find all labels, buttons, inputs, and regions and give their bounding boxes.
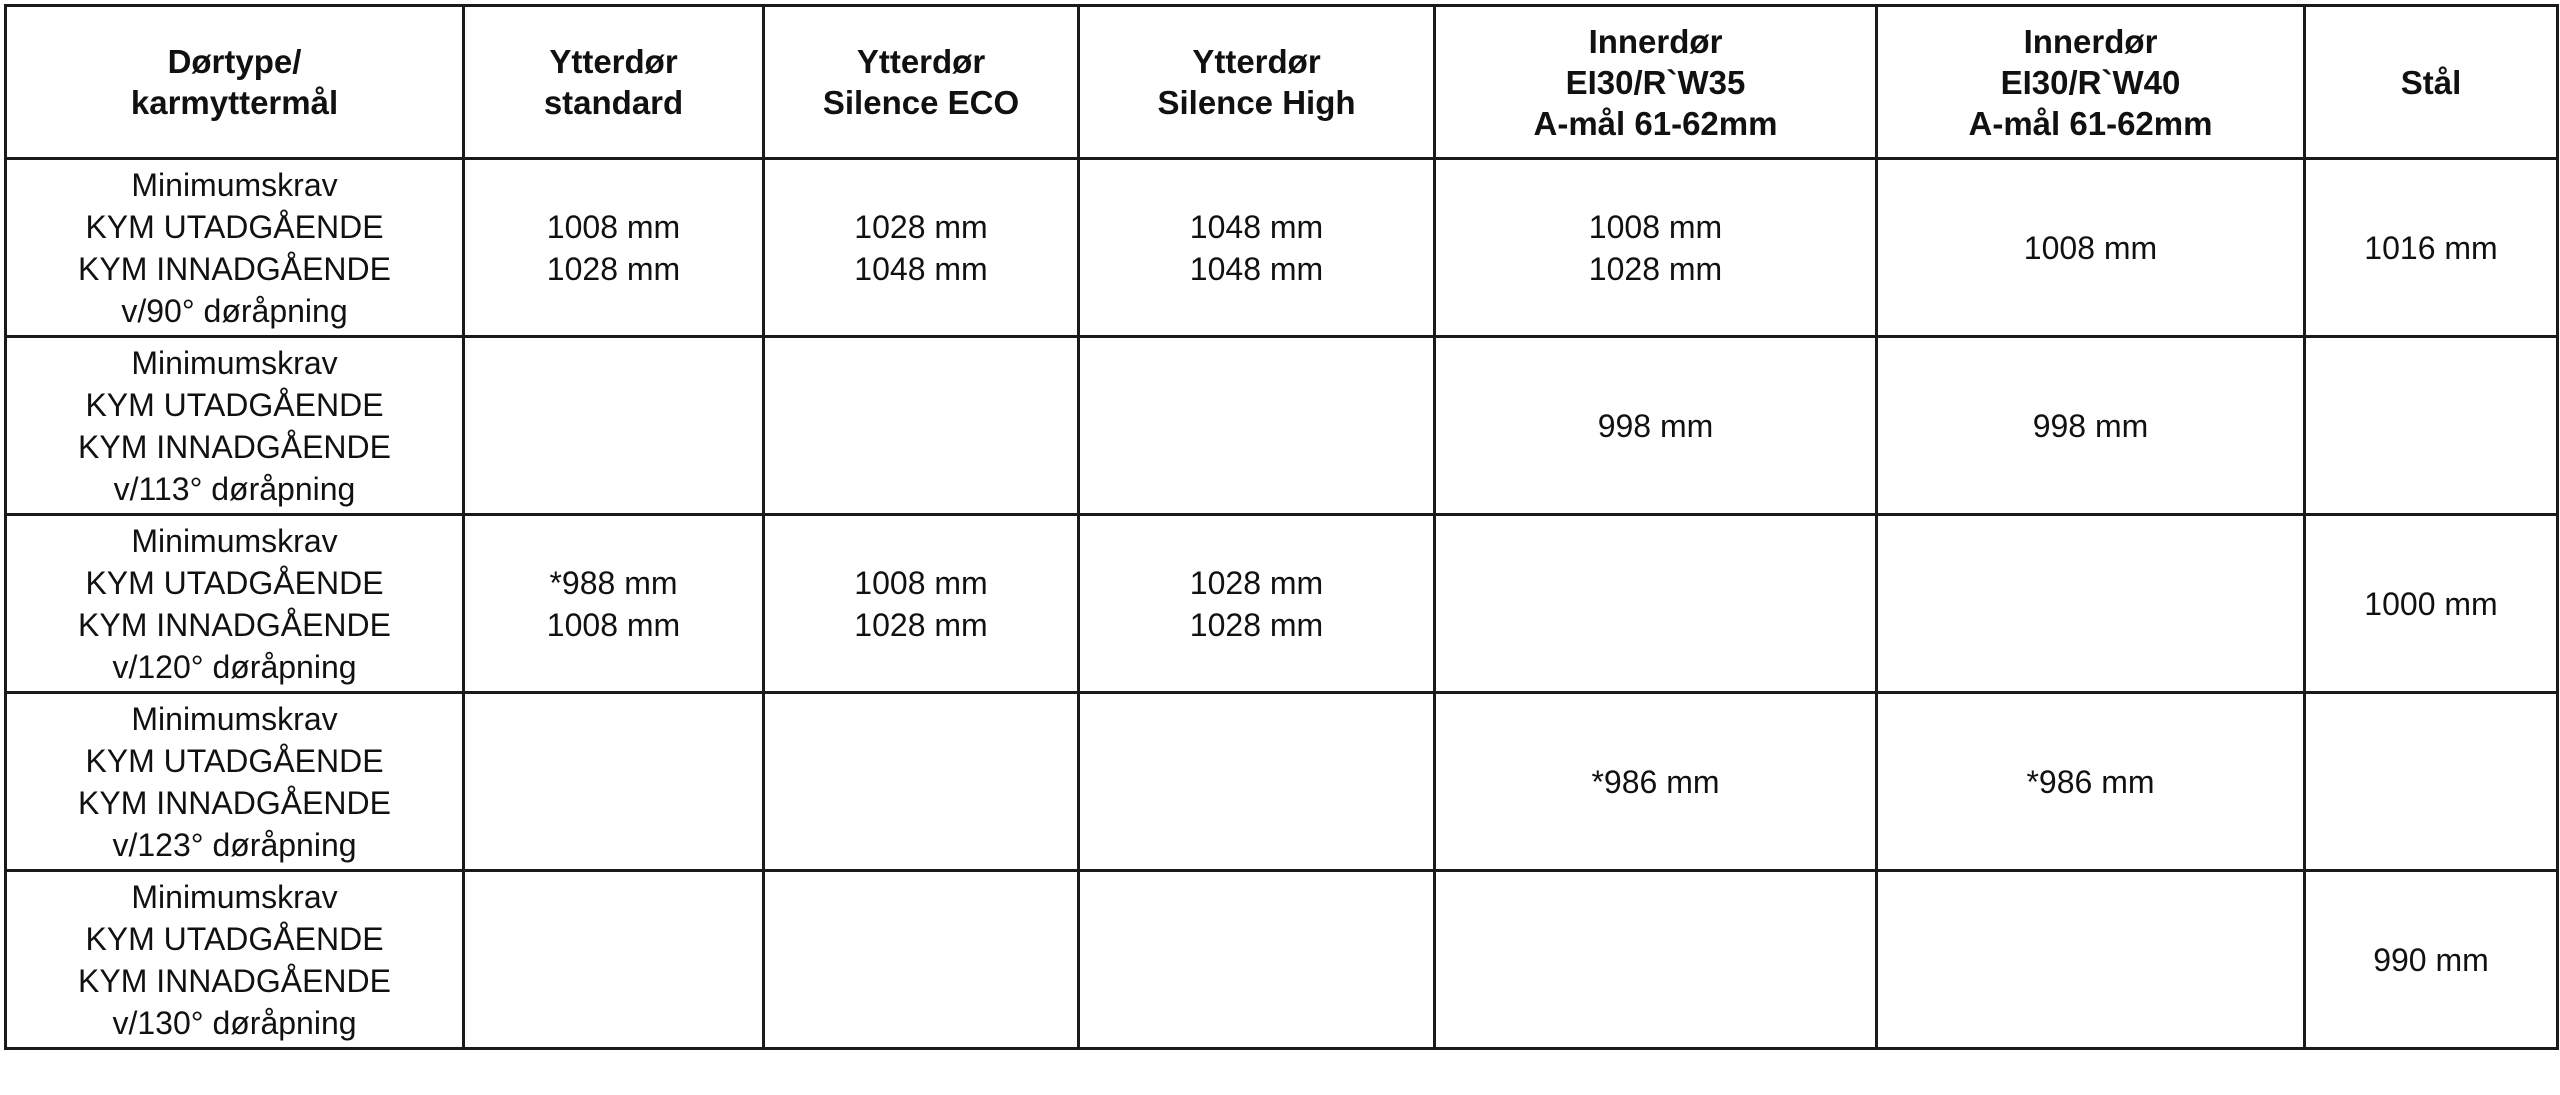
header-line: karmyttermål [130,84,339,121]
value-cell [2305,337,2558,515]
value-cell [1877,871,2305,1049]
door-spec-table [4,4,2559,1050]
header-line: Innerdør [2023,22,2158,60]
row-label-cell [6,159,464,337]
value-cell [464,159,764,337]
value-line: 1028 mm [1588,250,1723,287]
header-line: Silence ECO [822,84,1020,121]
row-label-line: Minimumskrav [131,344,338,381]
row-label-line: Minimumskrav [131,878,338,915]
header-lines [771,41,1071,123]
value-lines [1442,405,1869,447]
value-cell [1079,693,1435,871]
value-line: 998 mm [1597,407,1714,444]
table-row [6,337,2558,515]
value-lines [471,562,756,646]
value-cell [1877,159,2305,337]
header-line: Ytterdør [549,43,678,80]
value-lines [471,206,756,290]
value-line: 1008 mm [854,564,988,601]
value-cell [2305,515,2558,693]
row-label-line: KYM UTADGÅENDE [85,564,384,601]
value-lines [771,206,1071,290]
row-label-lines [13,698,456,866]
value-line: 1000 mm [2364,585,2498,622]
value-lines [1442,206,1869,290]
value-line: 1048 mm [1189,208,1324,245]
header-line: Ytterdør [1192,43,1321,80]
value-lines [2312,227,2550,269]
value-cell [764,515,1079,693]
row-label-line: v/130° døråpning [112,1004,357,1041]
value-cell [1435,159,1877,337]
value-cell [1877,515,2305,693]
header-line: EI30/R`W40 [2000,63,2181,101]
value-line: 1008 mm [2023,229,2158,266]
table-header [6,6,2558,159]
row-label-line: KYM INNADGÅENDE [78,962,391,999]
header-line: Dørtype/ [167,43,302,80]
row-label-lines [13,520,456,688]
header-ytterdor-standard [464,6,764,159]
value-line: 1048 mm [1189,250,1324,287]
header-stal [2305,6,2558,159]
row-label-line: v/90° døråpning [121,292,348,329]
row-label-line: v/123° døråpning [112,826,357,863]
value-cell [464,515,764,693]
value-cell [1435,337,1877,515]
value-lines [1442,761,1869,803]
row-label-line: KYM INNADGÅENDE [78,606,391,643]
row-label-lines [13,164,456,332]
table-row [6,159,2558,337]
row-label-line: KYM INNADGÅENDE [78,784,391,821]
header-row [6,6,2558,159]
header-line: A-mål 61-62mm [1968,104,2213,142]
value-line: 990 mm [2373,941,2489,978]
value-cell [464,871,764,1049]
row-label-line: KYM UTADGÅENDE [85,742,384,779]
value-cell [1435,871,1877,1049]
value-line: *988 mm [549,564,678,601]
header-lines [1442,21,1869,144]
value-cell [764,871,1079,1049]
header-lines [471,41,756,123]
value-cell [1079,515,1435,693]
row-label-line: v/113° døråpning [113,470,356,507]
row-label-line: Minimumskrav [131,700,338,737]
header-line: Stål [2400,63,2462,101]
row-label-lines [13,876,456,1044]
value-cell [464,337,764,515]
table-row [6,515,2558,693]
header-innerdor-w40 [1877,6,2305,159]
value-line: 1028 mm [1189,564,1324,601]
header-door-type [6,6,464,159]
header-ytterdor-silence-eco [764,6,1079,159]
header-line: EI30/R`W35 [1565,63,1746,101]
value-cell [1877,337,2305,515]
row-label-cell [6,693,464,871]
value-line: 1008 mm [546,606,681,643]
row-label-line: KYM UTADGÅENDE [85,920,384,957]
value-line: 1028 mm [1189,606,1324,643]
row-label-lines [13,342,456,510]
row-label-cell [6,337,464,515]
value-line: 1028 mm [546,250,681,287]
row-label-cell [6,871,464,1049]
value-cell [1435,515,1877,693]
row-label-line: Minimumskrav [131,166,338,203]
table-row [6,871,2558,1049]
row-label-line: Minimumskrav [131,522,338,559]
value-cell [764,159,1079,337]
value-line: 1028 mm [854,208,988,245]
header-line: standard [543,84,684,121]
value-cell [464,693,764,871]
header-lines [13,41,456,123]
value-cell [764,693,1079,871]
header-line: Silence High [1157,84,1356,121]
value-line: 1028 mm [854,606,988,643]
header-line: Ytterdør [856,43,986,80]
value-cell [1877,693,2305,871]
row-label-line: KYM INNADGÅENDE [78,250,391,287]
value-cell [1435,693,1877,871]
value-line: *986 mm [1591,763,1720,800]
value-cell [764,337,1079,515]
header-innerdor-w35 [1435,6,1877,159]
value-line: 1008 mm [546,208,681,245]
value-line: 1008 mm [1588,208,1723,245]
value-lines [1884,405,2297,447]
row-label-cell [6,515,464,693]
value-cell [2305,693,2558,871]
value-lines [1086,206,1427,290]
value-cell [2305,159,2558,337]
value-lines [1884,227,2297,269]
header-line: Innerdør [1588,22,1723,60]
value-lines [1884,761,2297,803]
value-line: *986 mm [2026,763,2155,800]
header-lines [2312,62,2550,103]
value-cell [1079,337,1435,515]
value-lines [2312,583,2550,625]
value-lines [771,562,1071,646]
value-line: 1016 mm [2364,229,2498,266]
table-row [6,693,2558,871]
header-ytterdor-silence-high [1079,6,1435,159]
table-body [6,159,2558,1049]
header-lines [1086,41,1427,123]
row-label-line: KYM INNADGÅENDE [78,428,391,465]
value-cell [2305,871,2558,1049]
value-line: 998 mm [2032,407,2149,444]
value-line: 1048 mm [854,250,988,287]
value-cell [1079,159,1435,337]
header-line: A-mål 61-62mm [1533,104,1778,142]
row-label-line: KYM UTADGÅENDE [85,208,384,245]
header-lines [1884,21,2297,144]
row-label-line: KYM UTADGÅENDE [85,386,384,423]
row-label-line: v/120° døråpning [112,648,357,685]
value-cell [1079,871,1435,1049]
value-lines [1086,562,1427,646]
value-lines [2312,939,2550,981]
